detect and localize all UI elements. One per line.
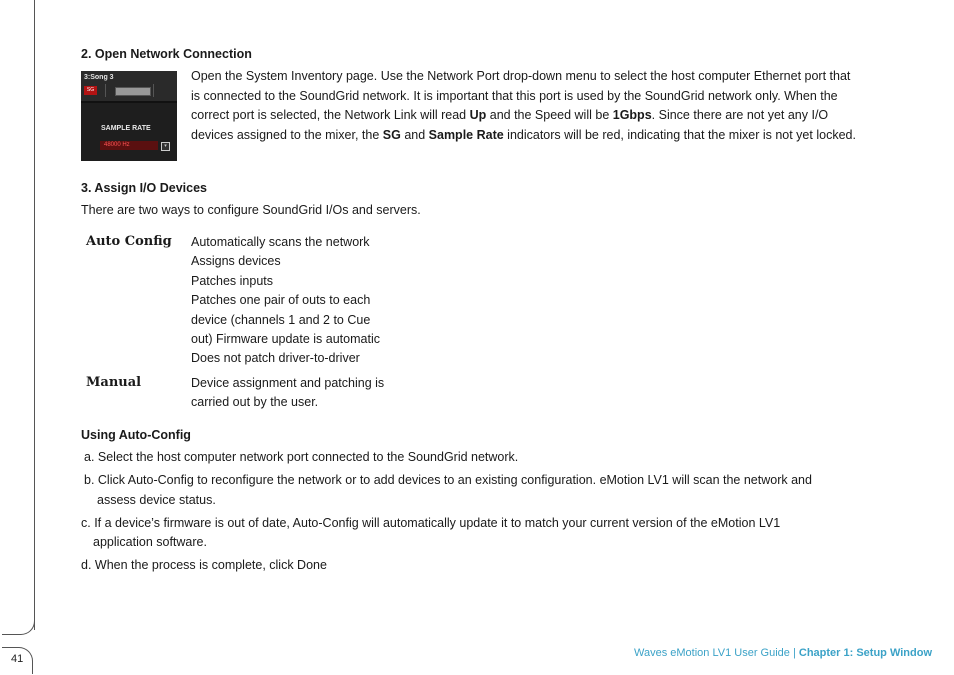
- footer-separator: |: [792, 647, 796, 659]
- list-item: Does not patch driver-to-driver: [191, 351, 360, 366]
- song-label: 3:Song 3: [84, 74, 114, 81]
- list-item: Patches inputs: [191, 273, 273, 288]
- header-divider: [153, 84, 154, 97]
- list-item: device (channels 1 and 2 to Cue: [191, 312, 371, 327]
- step-d: d. When the process is complete, click Done: [81, 558, 327, 572]
- auto-config-features: [191, 233, 380, 369]
- step-b: b. Click Auto-Config to reconfigure the network or to add devices to an existing configuration. eMotion LV1 will scan the network and: [84, 473, 812, 487]
- page-number: 41: [11, 653, 24, 665]
- text-line: correct port is selected, the Network Link will read Up and the Speed will be 1Gbps. Since there are not yet any I/O: [191, 108, 829, 123]
- list-item: Device assignment and patching is: [191, 376, 385, 390]
- chapter-title: Chapter 1: Setup Window: [798, 647, 932, 659]
- term-manual: Manual: [86, 375, 142, 390]
- margin-rule-curve: [2, 612, 35, 635]
- step-b-continued: assess device status.: [97, 493, 216, 507]
- meter-bar: [115, 87, 151, 96]
- list-item: Automatically scans the network: [191, 235, 370, 249]
- step-a: a. Select the host computer network port connected to the SoundGrid network.: [84, 450, 519, 464]
- text-line: Open the System Inventory page. Use the Network Port drop-down menu to select the host computer Ethernet port that: [191, 69, 851, 83]
- sample-rate-field: 48000 Hz: [100, 141, 158, 150]
- text-line: devices assigned to the mixer, the SG and Sample Rate indicators will be red, indicating that the mixer is not yet locked.: [191, 127, 856, 142]
- section-heading-open-network: 2. Open Network Connection: [81, 47, 252, 61]
- step-c: c. If a device’s firmware is out of date, Auto-Config will automatically update it to match your current version of the eMotion LV1: [81, 516, 781, 530]
- section-intro: There are two ways to configure SoundGrid I/Os and servers.: [81, 203, 421, 217]
- guide-title: Waves eMotion LV1 User Guide: [633, 647, 790, 659]
- list-item: out) Firmware update is automatic: [191, 331, 380, 346]
- list-item: Assigns devices: [191, 254, 281, 269]
- header-divider: [105, 84, 106, 97]
- list-item: carried out by the user.: [191, 395, 319, 410]
- margin-rule: [34, 0, 35, 630]
- list-item: Patches one pair of outs to each: [191, 293, 371, 308]
- manual-features: [191, 374, 384, 413]
- term-auto-config: Auto Config: [86, 234, 172, 249]
- text-line: is connected to the SoundGrid network. It is important that this port is used by the SoundGrid network only. When the: [191, 88, 838, 103]
- sg-indicator: SG: [84, 86, 97, 95]
- step-c-continued: application software.: [93, 535, 207, 549]
- mixer-header-strip: [81, 71, 177, 103]
- section-heading-assign-io: 3. Assign I/O Devices: [81, 181, 207, 195]
- page-footer: [634, 647, 932, 659]
- mixer-screenshot-thumbnail: [81, 71, 177, 161]
- sample-rate-label: SAMPLE RATE: [101, 125, 151, 132]
- paragraph-network-connection: [191, 67, 856, 145]
- section-heading-using-auto-config: Using Auto-Config: [81, 428, 191, 442]
- dropdown-arrow-icon: ▾: [161, 142, 170, 151]
